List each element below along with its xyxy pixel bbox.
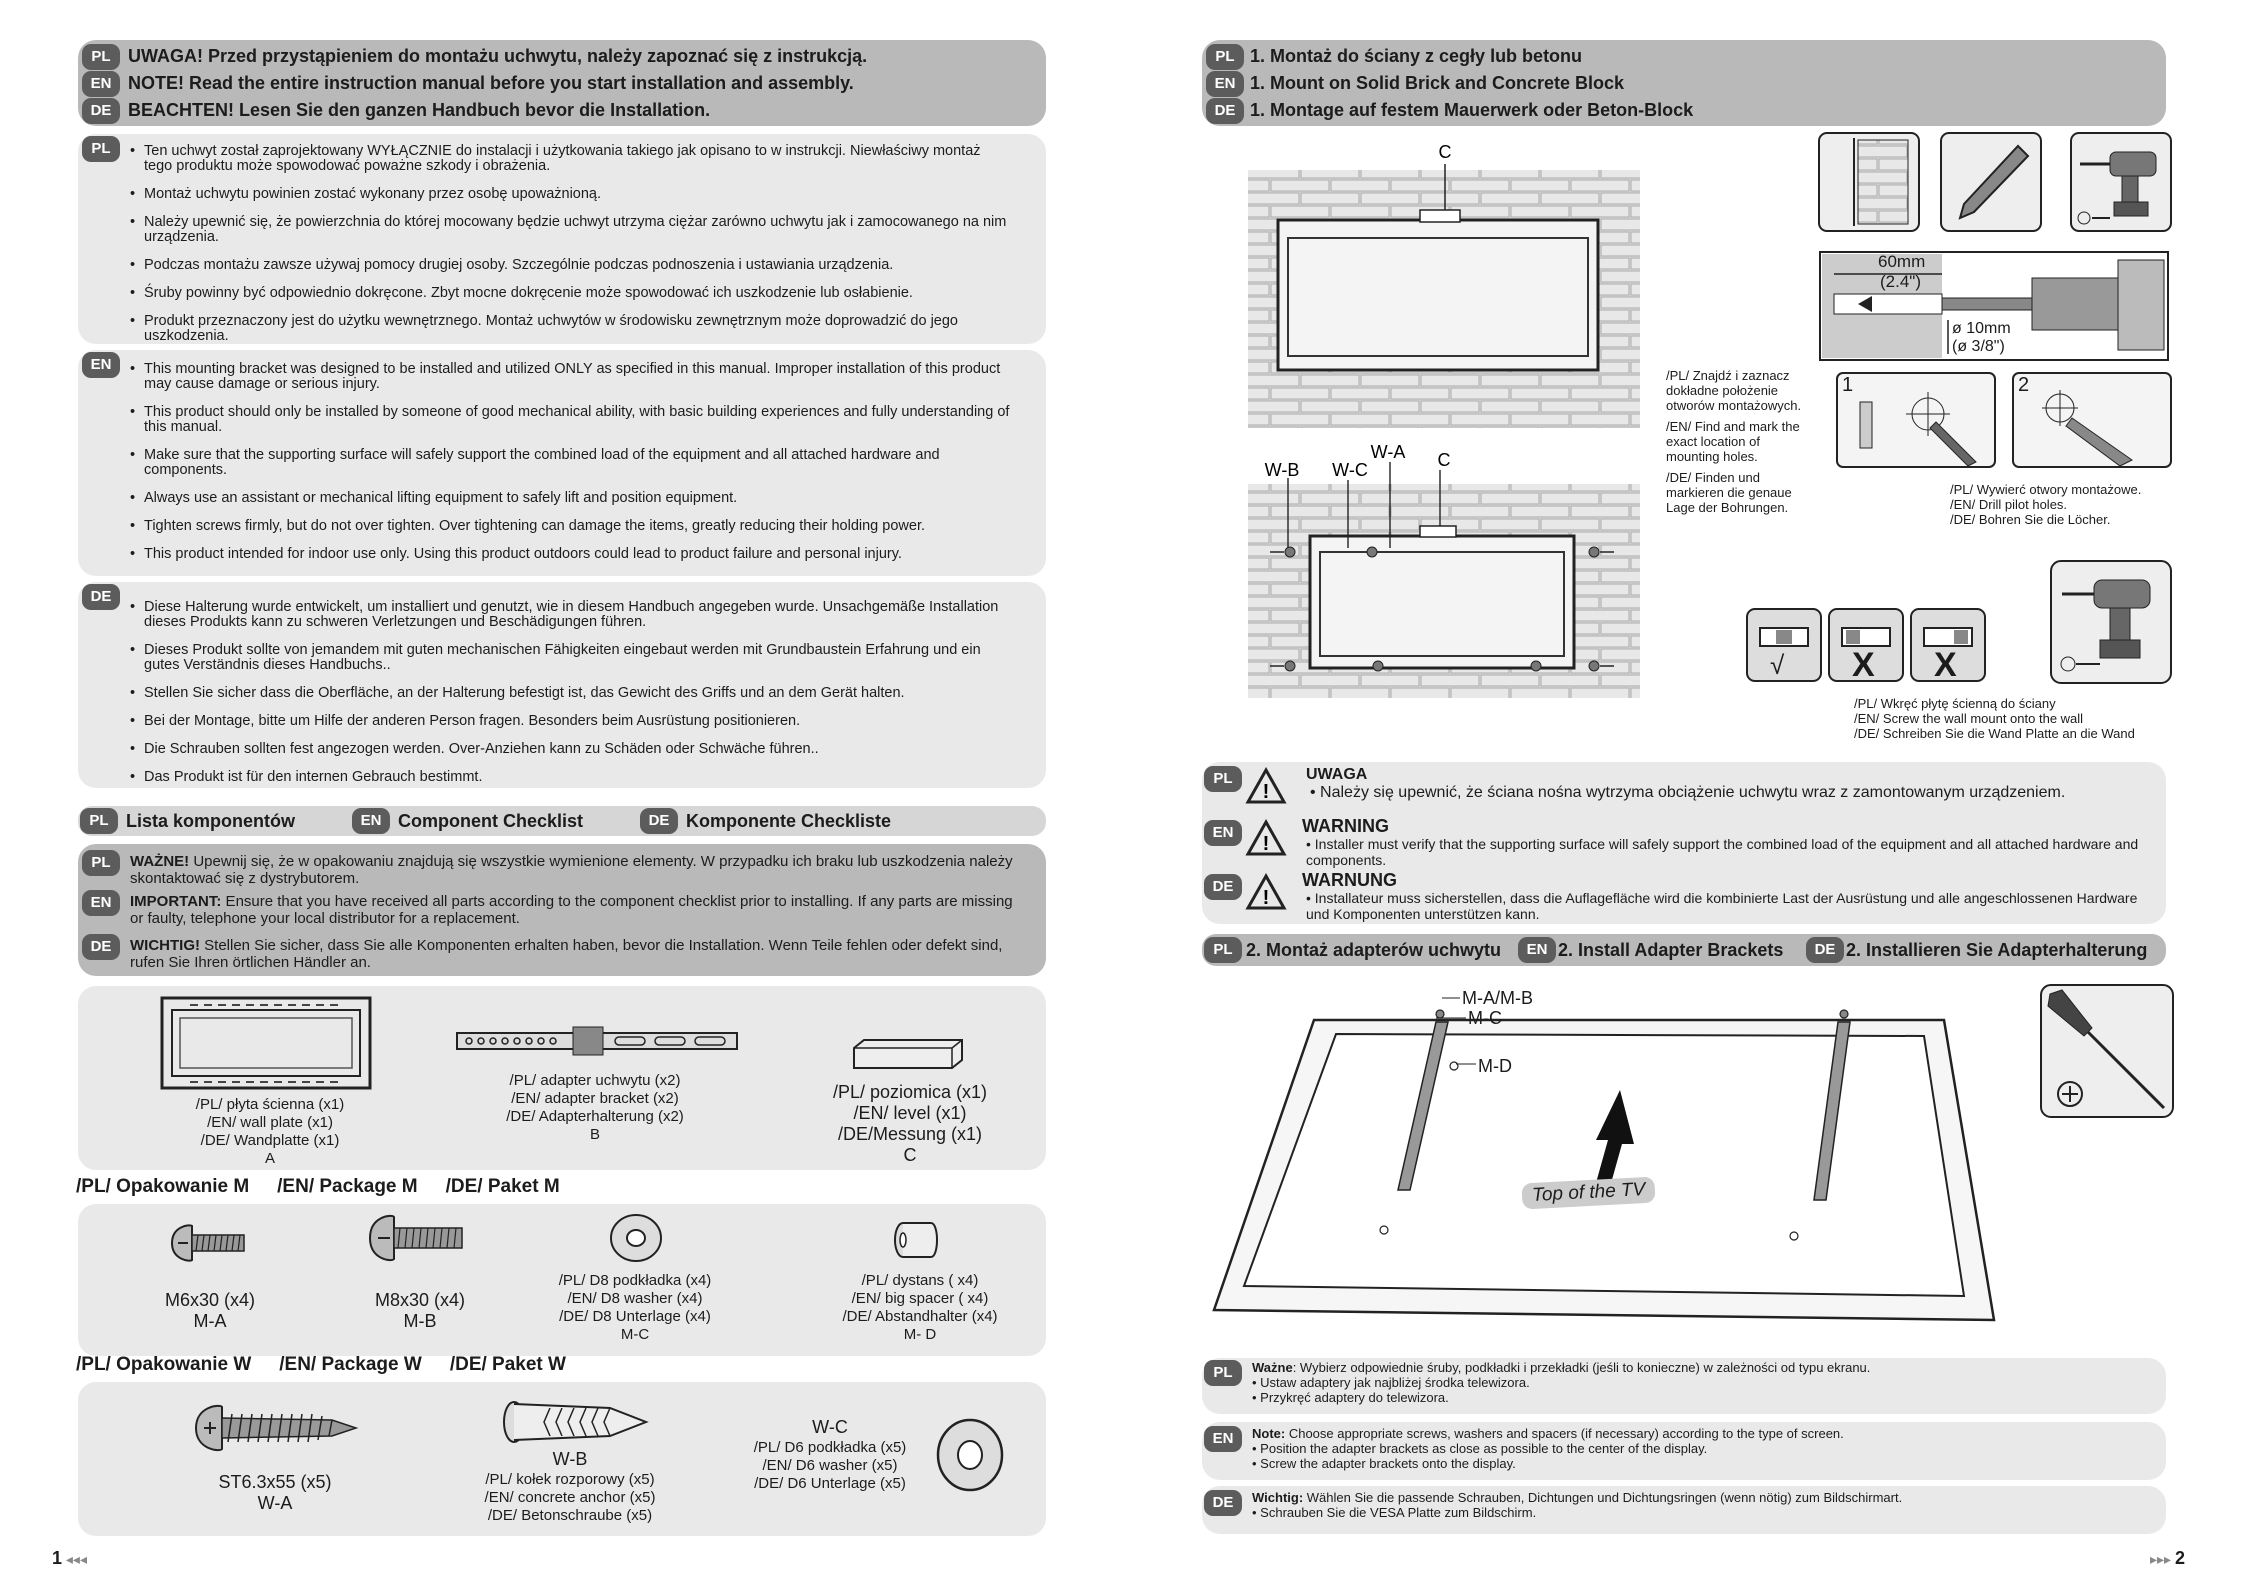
note-pl: Ważne: Wybierz odpowiednie śruby, podkładki i przekładki (jeśli to konieczne) w zależności od typu ekranu. • Ustaw adaptery jak najbliżej środka telewizora. • Przykręć adaptery do telewizora.: [1252, 1360, 1871, 1405]
step1-title-en: 1. Mount on Solid Brick and Concrete Block: [1250, 73, 1625, 93]
screwdriver-icon: [2040, 984, 2174, 1118]
step2-title-de: 2. Installieren Sie Adapterhalterung: [1846, 940, 2148, 960]
part-a-caption: /PL/ płyta ścienna (x1) /EN/ wall plate (x1) /DE/ Wandplatte (x1) A: [195, 1096, 345, 1167]
page-number-right: ▸▸▸ 2: [2150, 1548, 2185, 1568]
list-item: • This mounting bracket was designed to be installed and utilized ONLY as specified in this manual. Improper installation of this product may cause damage or serious injury.: [130, 362, 1010, 392]
tag-en: EN: [1206, 71, 1244, 97]
package-m-title: /PL/ Opakowanie M /EN/ Package M /DE/ Paket M: [76, 1176, 560, 1197]
svg-text:!: !: [1262, 833, 1270, 855]
step-number-1: 1: [1842, 374, 1854, 396]
warning-icon: [1246, 820, 1286, 856]
checklist-de: Komponente Checkliste: [686, 811, 892, 831]
label-m-d: M-D: [1478, 1056, 1512, 1076]
part-wa-caption: ST6.3x55 (x5) W-A: [218, 1472, 332, 1513]
step-number-2: 2: [2018, 374, 2030, 396]
drill-icon: [2070, 132, 2172, 232]
warning-icon: [1246, 874, 1286, 910]
step2-title-pl: 2. Montaż adapterów uchwytu: [1246, 940, 1502, 960]
list-item: • Tighten screws firmly, but do not over tighten. Over tightening can damage the items, greatly reducing their holding power.: [130, 519, 1010, 534]
warning-de-text: • Installateur muss sicherstellen, dass die Auflagefläche wird die kombinierte Last der Ausrüstung und alle angeschlossenen Hardware und Komponenten unterstützen kann.: [1306, 890, 2138, 922]
header-pl: UWAGA! Przed przystąpieniem do montażu uchwytu, należy zapoznać się z instrukcją.: [128, 46, 868, 66]
drill-depth-mm: 60mm: [1878, 252, 1926, 271]
anchor-image: [500, 1398, 650, 1448]
tag-pl: PL: [82, 136, 120, 162]
tag-de: DE: [82, 98, 120, 124]
label-c: C: [1438, 142, 1452, 162]
tag-de: DE: [1806, 937, 1844, 963]
drill-depth-in: (2.4"): [1880, 272, 1921, 291]
label-w-a: W-A: [1370, 442, 1406, 462]
drill-holes-step-image: [2012, 372, 2172, 468]
important-de: WICHTIG! Stellen Sie sicher, dass Sie alle Komponenten erhalten haben, bevor die Installation. Wenn Teile fehlen oder defekt sind, rufen Sie Ihren örtlichen Händler an.: [130, 937, 1003, 971]
list-item: • Podczas montażu zawsze używaj pomocy drugiej osoby. Szczególnie podczas podnoszenia i ustawiania urządzenia.: [130, 258, 1010, 273]
warning-en-title: WARNING: [1302, 816, 1389, 836]
part-mc-caption: /PL/ D8 podkładka (x4) /EN/ D8 washer (x4) /DE/ D8 Unterlage (x4) M-C: [558, 1272, 712, 1343]
screw-m6-image: [168, 1222, 248, 1264]
part-ma-caption: M6x30 (x4) M-A: [164, 1290, 256, 1331]
list-item: • This product should only be installed by someone of good mechanical ability, with basic building experiences and fully understanding of this manual.: [130, 405, 1010, 435]
check-mark: √: [1770, 650, 1785, 680]
part-md-caption: /PL/ dystans ( x4) /EN/ big spacer ( x4) /DE/ Abstandhalter (x4) M- D: [842, 1272, 998, 1343]
list-item: • Śruby powinny być odpowiednio dokręcone. Zbyt mocne dokręcenie może spowodować ich uszkodzenie lub osłabienie.: [130, 286, 1010, 301]
drill-diameter-in: (ø 3/8"): [1952, 338, 2005, 355]
checklist-pl: Lista komponentów: [126, 811, 296, 831]
level-image: [850, 1038, 965, 1070]
drill-diameter-mm: ø 10mm: [1952, 320, 2011, 337]
warning-de-title: WARNUNG: [1302, 870, 1397, 890]
list-item: • This product intended for indoor use only. Using this product outdoors could lead to product failure and personal injury.: [130, 547, 1010, 562]
brick-wall-level-diagram: [1240, 140, 1640, 430]
find-holes-text: /PL/ Znajdź i zaznacz dokładne położenie otworów montażowych. /EN/ Find and mark the exact location of mounting holes. /DE/ Finden und markieren die genaue Lage der Bohrungen.: [1666, 368, 1802, 515]
tag-de: DE: [82, 584, 120, 610]
tag-en: EN: [82, 890, 120, 916]
label-m-a-m-b: M-A/M-B: [1462, 988, 1533, 1008]
list-item: • Die Schrauben sollten fest angezogen werden. Over-Anziehen kann zu Schäden oder Schwäche führen..: [130, 742, 1010, 757]
page-number-left: 1 ◂◂◂: [52, 1548, 87, 1568]
pencil-icon: [1940, 132, 2042, 232]
tag-pl: PL: [1206, 44, 1244, 70]
svg-text:!: !: [1262, 781, 1270, 803]
washer-d8-image: [608, 1210, 664, 1266]
note-en: Note: Choose appropriate screws, washers and spacers (if necessary) according to the type of screen. • Position the adapter brackets as close as possible to the center of the display. • Screw the adapter brackets onto the display.: [1252, 1426, 1844, 1471]
list-item: • Stellen Sie sicher dass die Oberfläche, an der Halterung befestigt ist, das Gewicht des Griffs und an dem Gerät halten.: [130, 686, 1010, 701]
brick-wall-mount-diagram: [1240, 440, 1640, 700]
note-de: Wichtig: Wählen Sie die passende Schrauben, Dichtungen und Dichtungsringen (wenn nötig) zum Bildschirmart. • Schrauben Sie die VESA Platte zum Bildschirm.: [1252, 1490, 1903, 1520]
label-m-c: M-C: [1468, 1008, 1502, 1028]
wood-screw-image: [192, 1402, 360, 1454]
list-item: • Always use an assistant or mechanical lifting equipment to safely lift and position equipment.: [130, 491, 1010, 506]
screw-mount-text: /PL/ Wkręć płytę ścienną do ściany /EN/ Screw the wall mount onto the wall /DE/ Schreiben Sie die Wand Platte an die Wand: [1854, 696, 2135, 741]
tag-en: EN: [352, 808, 390, 834]
label-w-b: W-B: [1264, 460, 1300, 480]
step1-title-pl: 1. Montaż do ściany z cegły lub betonu: [1250, 46, 1583, 66]
list-item: • Make sure that the supporting surface will safely support the combined load of the equipment and all attached hardware and components.: [130, 448, 1010, 478]
mark-holes-step-image: [1836, 372, 1996, 468]
wall-plate-image: [160, 996, 372, 1092]
list-item: • Dieses Produkt sollte von jemandem mit guten mechanischen Fähigkeiten eingebaut werden mit Grundbaustein Erfahrung und ein gutes Verständnis dieses Handbuchs..: [130, 643, 1010, 673]
part-c-caption: /PL/ poziomica (x1) /EN/ level (x1) /DE/Messung (x1) C: [832, 1082, 988, 1165]
list-item: • Bei der Montage, bitte um Hilfe der anderen Person fragen. Besonders beim Ausrüstung positionieren.: [130, 714, 1010, 729]
tag-en: EN: [1204, 1426, 1242, 1452]
screw-m8-image: [366, 1212, 466, 1264]
warning-pl-text: • Należy się upewnić, że ściana nośna wytrzyma obciążenie uchwytu wraz z zamontowanym urządzeniem.: [1310, 784, 2066, 801]
tag-pl: PL: [1204, 1360, 1242, 1386]
step2-title-en: 2. Install Adapter Brackets: [1558, 940, 1784, 960]
top-of-tv-label: Top of the TV: [1521, 1177, 1656, 1210]
tag-en: EN: [1518, 937, 1556, 963]
tag-pl: PL: [82, 850, 120, 876]
part-wc-caption: W-C /PL/ D6 podkładka (x5) /EN/ D6 washer (x5) /DE/ D6 Unterlage (x5): [753, 1417, 907, 1492]
en-safety-list: [130, 362, 1010, 575]
brick-icon: [1818, 132, 1920, 232]
tag-en: EN: [1204, 820, 1242, 846]
part-mb-caption: M8x30 (x4) M-B: [374, 1290, 466, 1331]
list-item: • Das Produkt ist für den internen Gebrauch bestimmt.: [130, 770, 1010, 785]
svg-text:!: !: [1262, 887, 1270, 909]
label-c-2: C: [1437, 450, 1451, 470]
tag-pl: PL: [1204, 766, 1242, 792]
important-en: IMPORTANT: Ensure that you have received all parts according to the component checklist prior to installing. If any parts are missing or faulty, telephone your local distributor for a replacement.: [130, 893, 1013, 927]
tag-de: DE: [640, 808, 678, 834]
tag-pl: PL: [1204, 937, 1242, 963]
drill-screw-icon: [2050, 560, 2172, 684]
warning-icon: [1246, 768, 1286, 804]
part-wb-caption: W-B /PL/ kołek rozporowy (x5) /EN/ concrete anchor (x5) /DE/ Betonschraube (x5): [484, 1449, 656, 1524]
tag-de: DE: [1206, 98, 1244, 124]
tag-en: EN: [82, 71, 120, 97]
checklist-en: Component Checklist: [398, 811, 584, 831]
cross-mark: X: [1852, 646, 1875, 684]
pl-safety-list: [130, 144, 1010, 357]
important-pl: WAŻNE! Upewnij się, że w opakowaniu znajdują się wszystkie wymienione elementy. W przypadku ich braku lub uszkodzenia należy skontaktować się z dystrybutorem.: [130, 853, 1013, 887]
part-b-caption: /PL/ adapter uchwytu (x2) /EN/ adapter bracket (x2) /DE/ Adapterhalterung (x2) B: [506, 1072, 684, 1143]
spacer-image: [893, 1220, 941, 1260]
cross-mark: X: [1934, 646, 1957, 684]
tag-de: DE: [82, 934, 120, 960]
drill-pilot-text: /PL/ Wywierć otwory montażowe. /EN/ Drill pilot holes. /DE/ Bohren Sie die Löcher.: [1950, 482, 2142, 527]
tv-adapter-diagram: [1204, 980, 2024, 1340]
step1-title-de: 1. Montage auf festem Mauerwerk oder Beton-Block: [1250, 100, 1694, 120]
list-item: • Produkt przeznaczony jest do użytku wewnętrznego. Montaż uchwytów w środowisku zewnętrznym może doprowadzić do jego uszkodzenia.: [130, 314, 1010, 344]
list-item: • Montaż uchwytu powinien zostać wykonany przez osobę upoważnioną.: [130, 187, 1010, 202]
list-item: • Diese Halterung wurde entwickelt, um installiert und genutzt, wie in diesem Handbuch angegeben wurde. Unsachgemäße Installation dieses Produkts kann zu schweren Verletzungen und Beschädigungen führen.: [130, 600, 1010, 630]
tag-de: DE: [1204, 1490, 1242, 1516]
list-item: • Ten uchwyt został zaprojektowany WYŁĄCZNIE do instalacji i użytkowania takiego jak opisano to w instrukcji. Niewłaściwy montaż tego produktu może spowodować poważne szkody i obrażenia.: [130, 144, 1010, 174]
list-item: • Należy upewnić się, że powierzchnia do której mocowany będzie uchwyt utrzyma ciężar zarówno uchwytu jak i zamocowanego na nim urządzenia.: [130, 215, 1010, 245]
header-de: BEACHTEN! Lesen Sie den ganzen Handbuch bevor die Installation.: [128, 100, 711, 120]
warning-en-text: • Installer must verify that the supporting surface will safely support the combined load of the equipment and all attached hardware and components.: [1306, 836, 2139, 868]
adapter-bracket-image: [455, 1025, 740, 1059]
tag-de: DE: [1204, 874, 1242, 900]
de-safety-list: [130, 600, 1010, 798]
label-w-c: W-C: [1332, 460, 1368, 480]
washer-d6-image: [935, 1418, 1005, 1492]
warning-pl-title: UWAGA: [1306, 766, 1368, 783]
package-w-title: /PL/ Opakowanie W /EN/ Package W /DE/ Paket W: [76, 1354, 566, 1375]
tag-pl: PL: [82, 44, 120, 70]
tag-en: EN: [82, 352, 120, 378]
header-en: NOTE! Read the entire instruction manual before you start installation and assembly.: [128, 73, 854, 93]
tag-pl: PL: [80, 808, 118, 834]
